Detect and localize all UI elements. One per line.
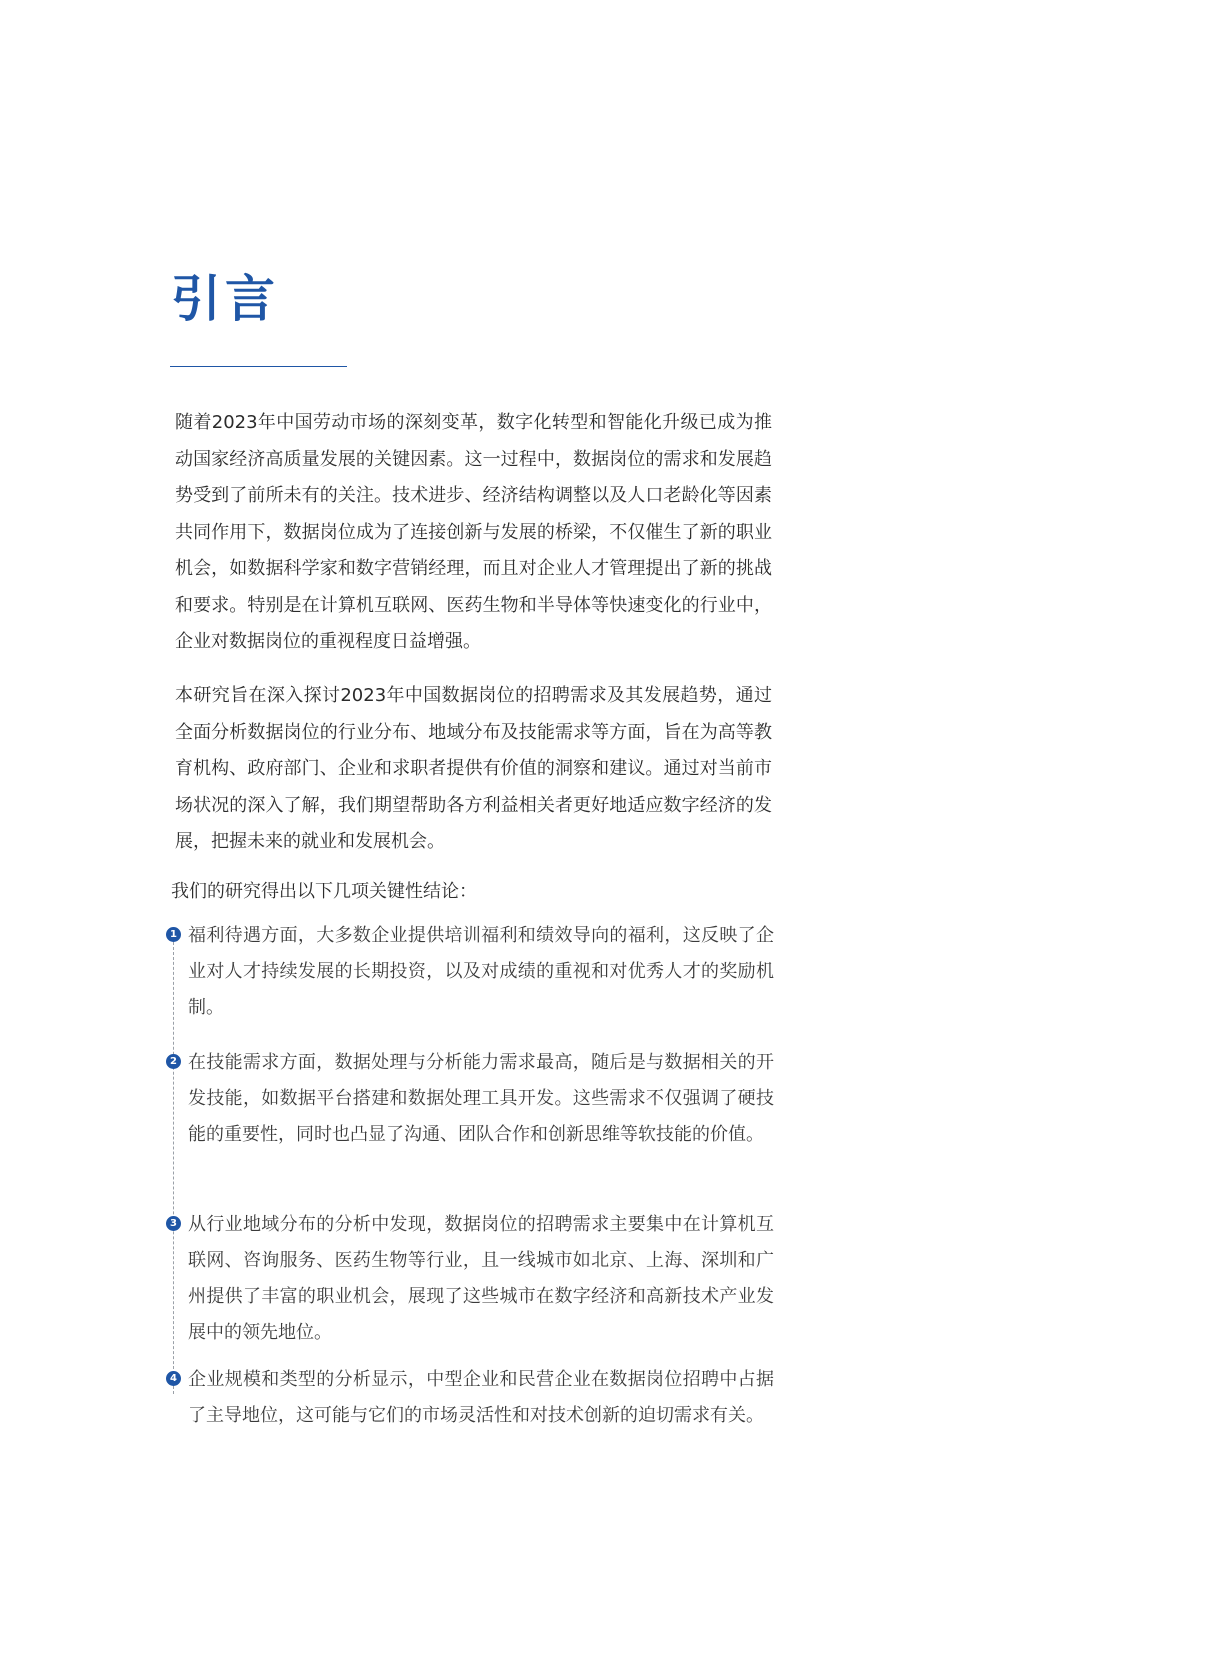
- number-badge-icon: 2: [166, 1054, 181, 1069]
- intro-paragraph-2: 本研究旨在深入探讨2023年中国数据岗位的招聘需求及其发展趋势，通过全面分析数据岗位的行业分布、地域分布及技能需求等方面，旨在为高等教育机构、政府部门、企业和求职者提供有价值的洞察和建议。通过对当前市场状况的深入了解，我们期望帮助各方利益相关者更好地适应数字经济的发展，把握未来的就业和发展机会。: [175, 685, 772, 852]
- conclusion-text: 企业规模和类型的分析显示，中型企业和民营企业在数据岗位招聘中占据了主导地位，这可能与它们的市场灵活性和对技术创新的迫切需求有关。: [188, 1369, 774, 1426]
- conclusions-intro: 我们的研究得出以下几项关键性结论：: [171, 881, 477, 902]
- number-badge-icon: 4: [166, 1371, 181, 1386]
- conclusion-text: 福利待遇方面，大多数企业提供培训福利和绩效导向的福利，这反映了企业对人才持续发展的长期投资，以及对成绩的重视和对优秀人才的奖励机制。: [188, 925, 774, 1018]
- page-title: 引言: [171, 270, 279, 328]
- title-underline: [170, 366, 347, 367]
- conclusion-text: 从行业地域分布的分析中发现，数据岗位的招聘需求主要集中在计算机互联网、咨询服务、医药生物等行业，且一线城市如北京、上海、深圳和广州提供了丰富的职业机会，展现了这些城市在数字经济和高新技术产业发展中的领先地位。: [188, 1214, 774, 1343]
- conclusions-list: [166, 918, 776, 1458]
- intro-paragraph-1: 随着2023年中国劳动市场的深刻变革，数字化转型和智能化升级已成为推动国家经济高质量发展的关键因素。这一过程中，数据岗位的需求和发展趋势受到了前所未有的关注。技术进步、经济结构调整以及人口老龄化等因素共同作用下，数据岗位成为了连接创新与发展的桥梁，不仅催生了新的职业机会，如数据科学家和数字营销经理，而且对企业人才管理提出了新的挑战和要求。特别是在计算机互联网、医药生物和半导体等快速变化的行业中，企业对数据岗位的重视程度日益增强。: [175, 412, 772, 652]
- number-badge-icon: 3: [166, 1216, 181, 1231]
- number-badge-icon: 1: [166, 927, 181, 942]
- conclusion-text: 在技能需求方面，数据处理与分析能力需求最高，随后是与数据相关的开发技能，如数据平台搭建和数据处理工具开发。这些需求不仅强调了硬技能的重要性，同时也凸显了沟通、团队合作和创新思维等软技能的价值。: [188, 1052, 774, 1145]
- timeline-dashed-line: [173, 932, 174, 1394]
